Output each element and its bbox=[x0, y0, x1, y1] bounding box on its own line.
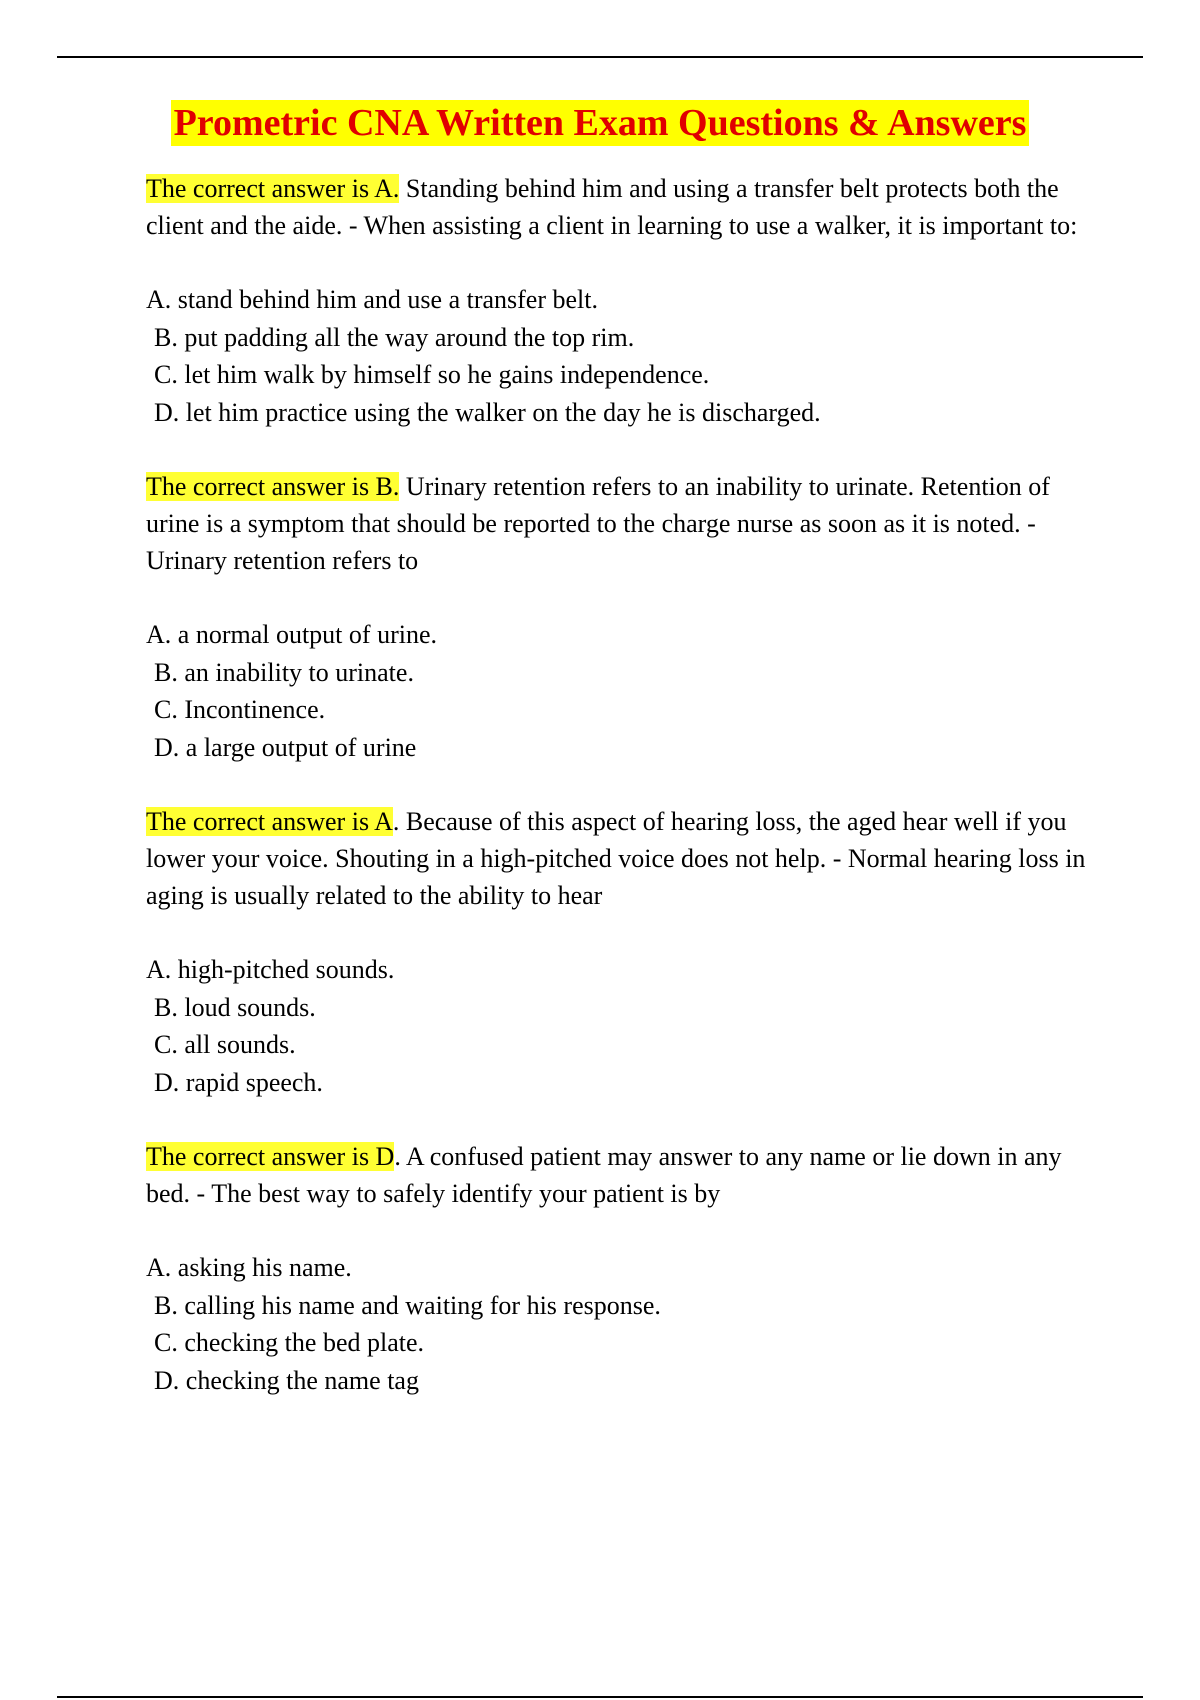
document-title: Prometric CNA Written Exam Questions & Answers bbox=[171, 100, 1030, 146]
option-list bbox=[146, 951, 1091, 1101]
option-b: B. an inability to urinate. bbox=[154, 657, 414, 687]
title-container bbox=[0, 100, 1200, 146]
option-b: B. calling his name and waiting for his response. bbox=[154, 1290, 661, 1320]
answer-highlight: The correct answer is A bbox=[146, 807, 393, 836]
question-paragraph bbox=[146, 170, 1091, 244]
option-d: D. rapid speech. bbox=[154, 1067, 323, 1097]
top-rule bbox=[57, 56, 1143, 58]
option-d: D. let him practice using the walker on the day he is discharged. bbox=[154, 397, 821, 427]
option-b: B. put padding all the way around the top rim. bbox=[154, 322, 635, 352]
option-a: A. high-pitched sounds. bbox=[146, 955, 395, 984]
question-block-2 bbox=[146, 468, 1091, 766]
answer-highlight: The correct answer is A. bbox=[146, 174, 400, 203]
question-text: . A confused patient may answer to any name or lie down in any bed. - The best way to safely identify your patient is by bbox=[146, 1142, 1062, 1208]
spacer bbox=[146, 1101, 1091, 1138]
question-paragraph bbox=[146, 468, 1091, 579]
option-c: C. Incontinence. bbox=[154, 695, 326, 724]
question-paragraph bbox=[146, 1138, 1091, 1212]
option-list bbox=[146, 616, 1091, 766]
option-b: B. loud sounds. bbox=[154, 992, 316, 1022]
question-text: Urinary retention refers to an inability to urinate. Retention of urine is a symptom that should be reported to the charge nurse as soon as it is noted. - Urinary retention refers to bbox=[146, 472, 1050, 575]
option-c: C. let him walk by himself so he gains independence. bbox=[154, 360, 710, 389]
question-block-1 bbox=[146, 170, 1091, 431]
option-list bbox=[146, 281, 1091, 431]
option-c: C. all sounds. bbox=[154, 1030, 296, 1059]
option-a: A. asking his name. bbox=[146, 1253, 352, 1282]
question-paragraph bbox=[146, 803, 1091, 914]
option-a: A. a normal output of urine. bbox=[146, 620, 437, 649]
question-text: Standing behind him and using a transfer belt protects both the client and the aide. - When assisting a client in learning to use a walker, it is important to: bbox=[146, 174, 1078, 240]
bottom-rule bbox=[57, 1696, 1143, 1698]
spacer bbox=[146, 431, 1091, 468]
option-d: D. checking the name tag bbox=[154, 1365, 419, 1395]
option-c: C. checking the bed plate. bbox=[154, 1328, 425, 1357]
answer-highlight: The correct answer is B. bbox=[146, 472, 400, 501]
question-text: . Because of this aspect of hearing loss, the aged hear well if you lower your voice. Shouting in a high-pitched voice does not help. - Normal hearing loss in aging is usually related to the ability to hear bbox=[146, 807, 1086, 910]
spacer bbox=[146, 766, 1091, 803]
question-block-3 bbox=[146, 803, 1091, 1101]
option-d: D. a large output of urine bbox=[154, 732, 417, 762]
document-body bbox=[146, 170, 1091, 1399]
option-a: A. stand behind him and use a transfer belt. bbox=[146, 285, 598, 314]
question-block-4 bbox=[146, 1138, 1091, 1399]
option-list bbox=[146, 1249, 1091, 1399]
answer-highlight: The correct answer is D bbox=[146, 1142, 395, 1171]
